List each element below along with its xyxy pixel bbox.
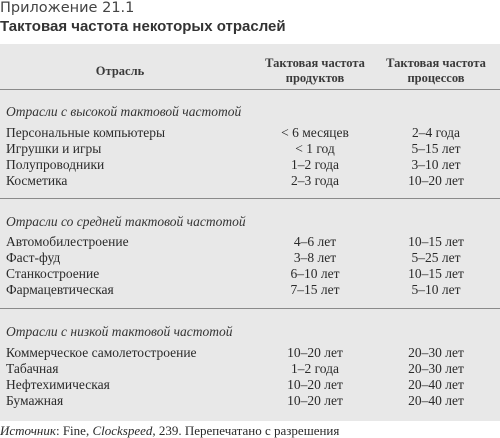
industry-name: Нефтехимическая [6,377,110,392]
industry-name: Персональные компьютеры [6,125,166,140]
table-row [0,266,500,282]
industry-name: Косметика [6,173,68,188]
process-clockspeed: 3–10 лет [411,157,461,172]
process-clockspeed: 10–15 лет [408,234,464,249]
process-clockspeed: 20–40 лет [408,377,464,392]
industry-name: Автомобилестроение [6,234,129,249]
industry-name: Игрушки и игры [6,141,102,156]
process-clockspeed: 10–20 лет [408,173,464,188]
product-clockspeed: 3–8 лет [293,250,337,265]
header-process-line1: Тактовая частота [386,56,486,70]
process-clockspeed: 20–40 лет [408,393,464,408]
product-clockspeed: 4–6 лет [293,234,337,249]
process-clockspeed: 5–25 лет [411,250,461,265]
process-clockspeed: 20–30 лет [408,361,464,376]
source-label: Источник [0,423,56,438]
industry-name: Полупроводники [6,157,105,172]
source-author: Fine, [62,423,93,438]
product-clockspeed: < 6 месяцев [281,125,349,140]
process-clockspeed: 5–15 лет [411,141,461,156]
appendix-label: Приложение 21.1 [0,0,135,16]
section-title-high: Отрасли с высокой тактовой частотой [6,104,242,119]
header-process-clockspeed [376,56,496,86]
table-title: Тактовая частота некоторых отраслей [0,18,286,35]
source-book: Clockspeed [92,423,153,438]
table-row [0,125,500,141]
product-clockspeed: 1–2 года [290,157,340,172]
industry-name: Коммерческое самолетостроение [6,345,197,360]
section-divider [0,198,500,199]
header-product-clockspeed [250,56,380,86]
clockspeed-table [0,44,500,421]
process-clockspeed: 5–10 лет [411,282,461,297]
table-row [0,361,500,377]
process-clockspeed: 20–30 лет [408,345,464,360]
section-title-medium: Отрасли со средней тактовой частотой [6,214,246,229]
industry-name: Фармацевтическая [6,282,114,297]
table-row [0,377,500,393]
product-clockspeed: 10–20 лет [287,345,343,360]
section-divider [0,308,500,309]
product-clockspeed: 2–3 года [290,173,340,188]
process-clockspeed: 10–15 лет [408,266,464,281]
industry-name: Станкостроение [6,266,100,281]
table-row [0,282,500,298]
table-row [0,157,500,173]
header-product-line1: Тактовая частота [265,56,365,70]
table-row [0,393,500,409]
product-clockspeed: < 1 год [295,141,335,156]
industry-name: Табачная [6,361,59,376]
header-industry: Отрасль [95,64,145,78]
table-row [0,234,500,250]
process-clockspeed: 2–4 года [411,125,461,140]
section-title-low: Отрасли с низкой тактовой частотой [6,324,233,339]
header-divider [0,89,500,90]
product-clockspeed: 7–15 лет [290,282,340,297]
header-process-line2: процессов [407,71,465,85]
header-product-line2: продуктов [285,71,345,85]
industry-name: Фаст-фуд [6,250,61,265]
industry-name: Бумажная [6,393,64,408]
table-row [0,345,500,361]
table-row [0,250,500,266]
source-separator: : [55,423,63,438]
source-note [0,423,339,438]
source-rest: , 239. Перепечатано с разрешения [152,423,340,438]
product-clockspeed: 6–10 лет [290,266,340,281]
table-row [0,173,500,189]
table-row [0,141,500,157]
product-clockspeed: 10–20 лет [287,393,343,408]
product-clockspeed: 1–2 года [290,361,340,376]
product-clockspeed: 10–20 лет [287,377,343,392]
